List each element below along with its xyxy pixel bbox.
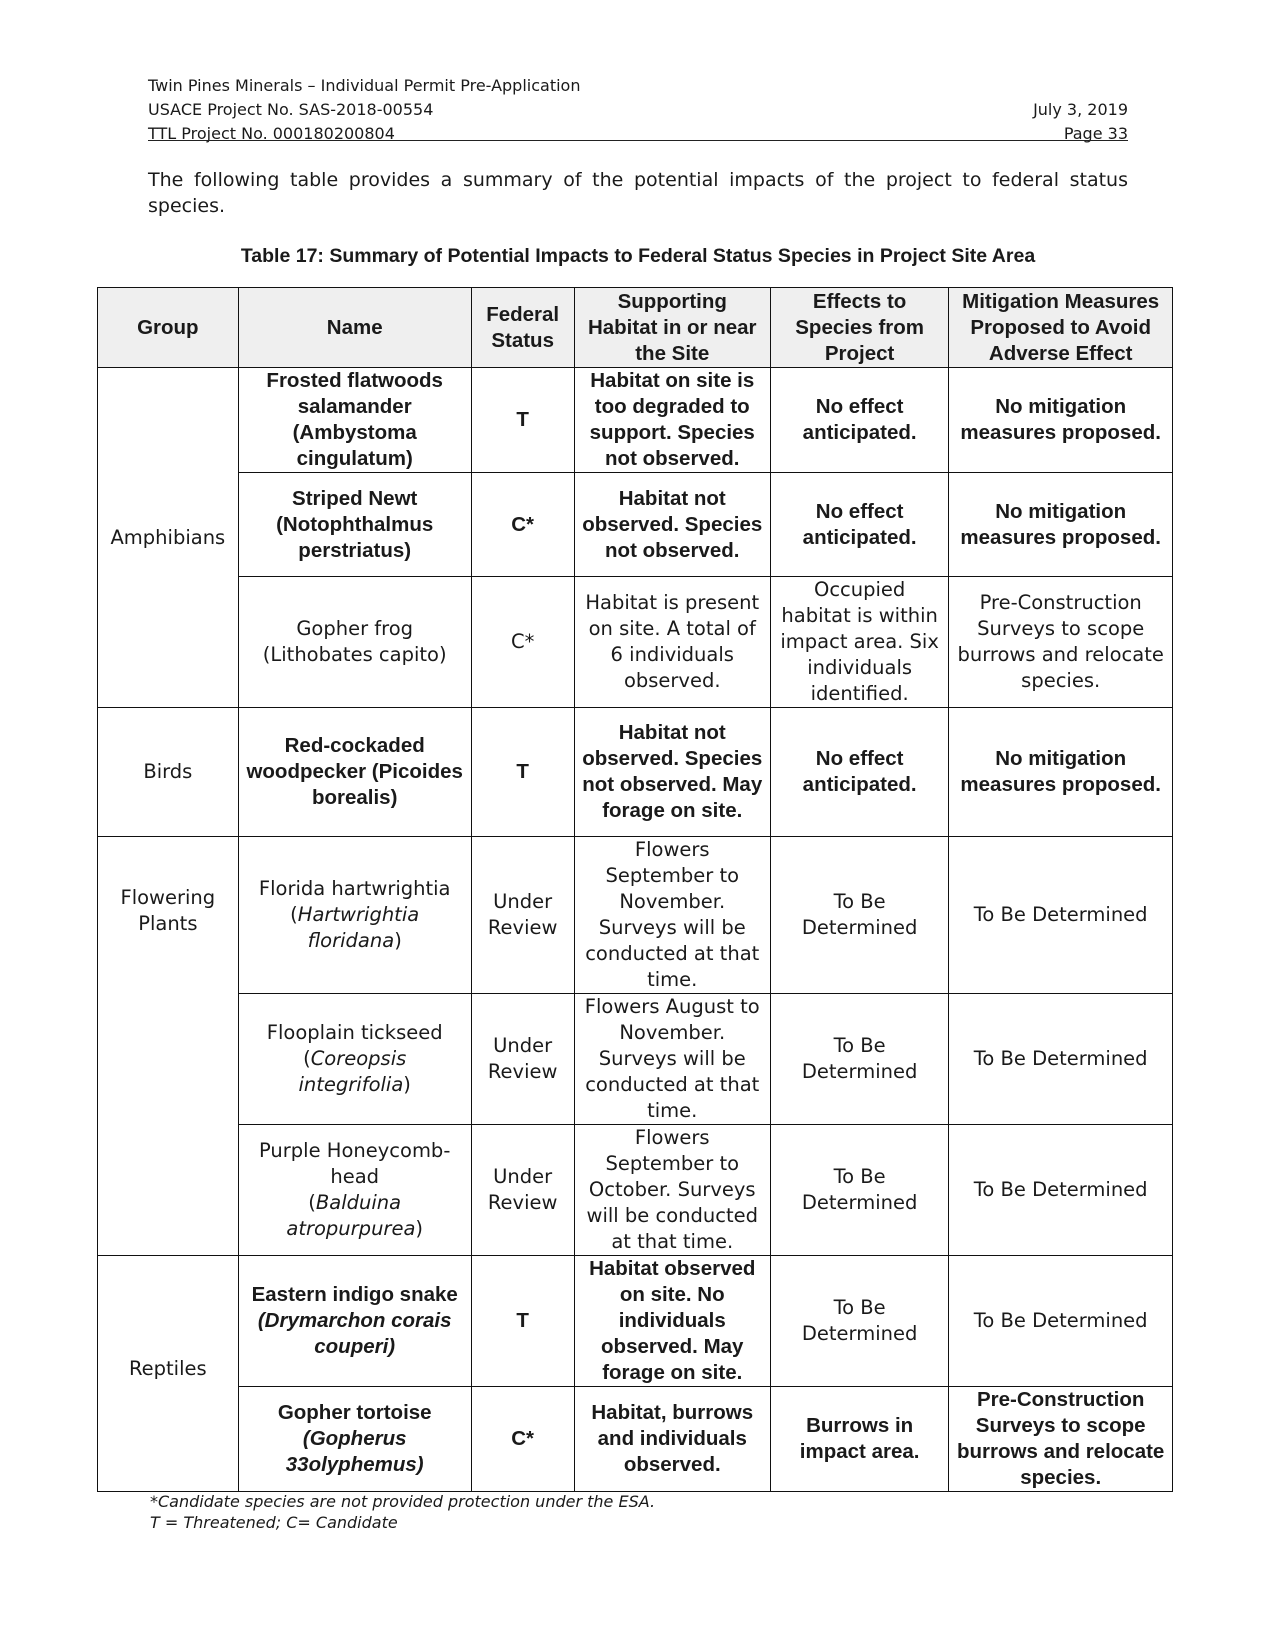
column-header-status: Federal Status xyxy=(471,288,574,368)
table-row xyxy=(98,1125,1173,1256)
species-scientific-name: Balduina atropurpurea xyxy=(286,1191,416,1240)
mitigation-cell: To Be Determined xyxy=(949,1125,1173,1256)
effects-cell: Occupied habitat is within impact area. Six individuals identified. xyxy=(770,577,948,708)
header-title: Twin Pines Minerals – Individual Permit Pre-Application xyxy=(148,76,581,95)
header-rule xyxy=(148,140,1128,141)
mitigation-cell: To Be Determined xyxy=(949,837,1173,994)
mitigation-cell: No mitigation measures proposed. xyxy=(949,473,1173,577)
species-impacts-table xyxy=(97,287,1173,1492)
column-header-effects: Effects to Species from Project xyxy=(770,288,948,368)
species-common-name: Purple Honeycomb-head xyxy=(259,1139,451,1188)
table-row xyxy=(98,473,1173,577)
federal-status: T xyxy=(471,1256,574,1387)
header-ttl-number: TTL Project No. 000180200804 xyxy=(148,124,395,143)
species-name: Red-cockaded woodpecker (Picoides borealis) xyxy=(238,708,471,837)
species-name: Gopher frog (Lithobates capito) xyxy=(238,577,471,708)
species-name: Striped Newt (Notophthalmus perstriatus) xyxy=(238,473,471,577)
federal-status: Under Review xyxy=(471,994,574,1125)
table-footnotes xyxy=(150,1491,655,1533)
species-scientific-name: Gopherus 33olyphemus xyxy=(285,1427,417,1476)
habitat-cell: Habitat on site is too degraded to support. Species not observed. xyxy=(574,368,770,473)
species-common-name: Flooplain tickseed xyxy=(266,1021,443,1044)
effects-cell: To Be Determined xyxy=(770,1256,948,1387)
mitigation-cell: To Be Determined xyxy=(949,994,1173,1125)
habitat-cell: Flowers August to November. Surveys will be conducted at that time. xyxy=(574,994,770,1125)
habitat-cell: Habitat not observed. Species not observed. May forage on site. xyxy=(574,708,770,837)
effects-cell: Burrows in impact area. xyxy=(770,1387,948,1492)
mitigation-cell: Pre-Construction Surveys to scope burrows and relocate species. xyxy=(949,577,1173,708)
species-name: Frosted flatwoods salamander (Ambystoma cingulatum) xyxy=(238,368,471,473)
species-scientific-name: Coreopsis integrifolia xyxy=(298,1047,407,1096)
habitat-cell: Habitat is present on site. A total of 6 individuals observed. xyxy=(574,577,770,708)
mitigation-cell: To Be Determined xyxy=(949,1256,1173,1387)
effects-cell: No effect anticipated. xyxy=(770,708,948,837)
footnote-candidate: *Candidate species are not provided protection under the ESA. xyxy=(150,1492,656,1511)
intro-paragraph: The following table provides a summary of the potential impacts of the project to federal status species. xyxy=(148,169,1128,217)
habitat-cell: Habitat, burrows and individuals observed. xyxy=(574,1387,770,1492)
table-caption: Table 17: Summary of Potential Impacts to Federal Status Species in Project Site Area xyxy=(240,245,1036,267)
species-name: Gopher tortoise (Gopherus 33olyphemus) xyxy=(238,1387,471,1492)
table-row xyxy=(98,577,1173,708)
species-common-name: Eastern indigo snake xyxy=(251,1283,458,1306)
column-header-habitat: Supporting Habitat in or near the Site xyxy=(574,288,770,368)
species-name: Flooplain tickseed (Coreopsis integrifolia) xyxy=(238,994,471,1125)
federal-status: C* xyxy=(471,473,574,577)
header-page-number: Page 33 xyxy=(1063,124,1128,143)
group-cell-birds: Birds xyxy=(98,708,239,837)
habitat-cell: Flowers September to October. Surveys will be conducted at that time. xyxy=(574,1125,770,1256)
table-row xyxy=(98,708,1173,837)
effects-cell: No effect anticipated. xyxy=(770,368,948,473)
species-name: Purple Honeycomb-head (Balduina atropurpurea) xyxy=(238,1125,471,1256)
group-cell-flowering-plants: Flowering Plants xyxy=(98,837,239,1256)
table-row xyxy=(98,368,1173,473)
federal-status: Under Review xyxy=(471,837,574,994)
header-usace-number: USACE Project No. SAS-2018-00554 xyxy=(148,100,434,119)
mitigation-cell: No mitigation measures proposed. xyxy=(949,368,1173,473)
table-row xyxy=(98,1256,1173,1387)
federal-status: T xyxy=(471,708,574,837)
table-row xyxy=(98,994,1173,1125)
table-row xyxy=(98,1387,1173,1492)
federal-status: C* xyxy=(471,577,574,708)
table-row xyxy=(98,837,1173,994)
table-header-row xyxy=(98,288,1173,368)
column-header-name: Name xyxy=(238,288,471,368)
habitat-cell: Flowers September to November. Surveys will be conducted at that time. xyxy=(574,837,770,994)
federal-status: Under Review xyxy=(471,1125,574,1256)
column-header-mitigation: Mitigation Measures Proposed to Avoid Adverse Effect xyxy=(949,288,1173,368)
effects-cell: To Be Determined xyxy=(770,994,948,1125)
federal-status: C* xyxy=(471,1387,574,1492)
species-common-name: Gopher tortoise xyxy=(277,1401,432,1424)
habitat-cell: Habitat observed on site. No individuals observed. May forage on site. xyxy=(574,1256,770,1387)
species-common-name: Florida hartwrightia xyxy=(258,877,451,900)
mitigation-cell: No mitigation measures proposed. xyxy=(949,708,1173,837)
group-cell-reptiles: Reptiles xyxy=(98,1256,239,1492)
page-header xyxy=(148,74,1128,146)
effects-cell: To Be Determined xyxy=(770,837,948,994)
habitat-cell: Habitat not observed. Species not observed. xyxy=(574,473,770,577)
column-header-group: Group xyxy=(98,288,239,368)
species-name: Eastern indigo snake (Drymarchon corais couperi) xyxy=(238,1256,471,1387)
species-scientific-name: Drymarchon corais couperi xyxy=(264,1309,452,1358)
footnote-legend: T = Threatened; C= Candidate xyxy=(150,1513,398,1532)
species-scientific-name: Hartwrightia floridana xyxy=(297,903,420,952)
effects-cell: To Be Determined xyxy=(770,1125,948,1256)
effects-cell: No effect anticipated. xyxy=(770,473,948,577)
header-date: July 3, 2019 xyxy=(1033,100,1128,119)
group-cell-amphibians: Amphibians xyxy=(98,368,239,708)
mitigation-cell: Pre-Construction Surveys to scope burrows and relocate species. xyxy=(949,1387,1173,1492)
federal-status: T xyxy=(471,368,574,473)
species-name: Florida hartwrightia (Hartwrightia floridana) xyxy=(238,837,471,994)
